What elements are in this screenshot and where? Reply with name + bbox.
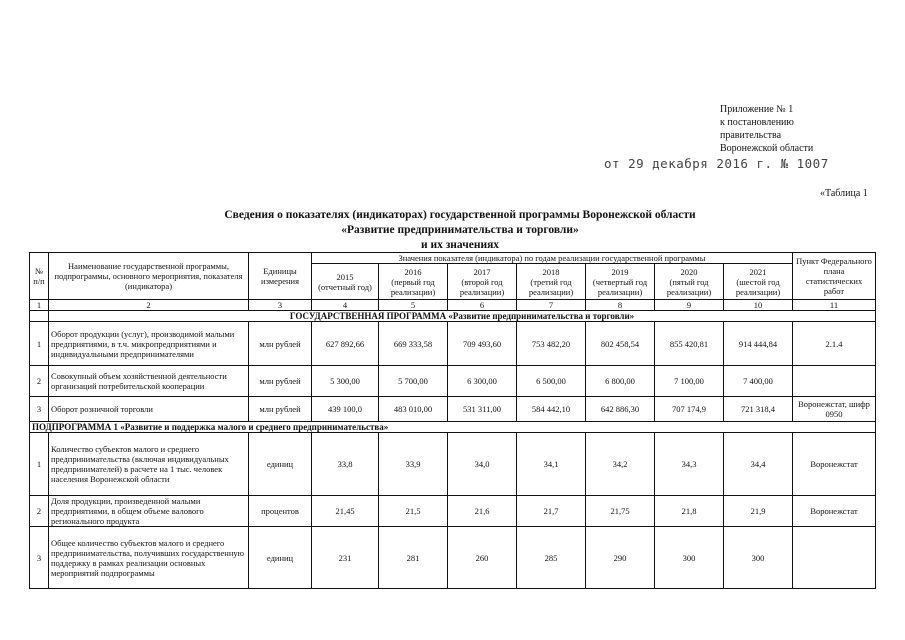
header-year-value: 2020: [680, 266, 698, 277]
header-year-value: 2015: [336, 271, 354, 282]
value-cell: 855 420,81: [655, 322, 724, 366]
header-year: [448, 264, 517, 300]
value-cell: 5 300,00: [312, 366, 379, 397]
value-cell: 300: [655, 527, 724, 589]
column-number: 9: [655, 300, 724, 311]
indicator-name: Общее количество субъектов малого и среднего предпринимательства, получивших государственную поддержку в рамках реализации основных мероприятий подпрограммы: [49, 527, 249, 589]
program-title: ГОСУДАРСТВЕННАЯ ПРОГРАММА «Развитие предпринимательства и торговли»: [49, 311, 876, 322]
value-cell: 231: [312, 527, 379, 589]
value-cell: 7 400,00: [724, 366, 793, 397]
document-title-line3: и их значениях: [420, 239, 500, 251]
row-number: 1: [30, 433, 49, 496]
value-cell: 6 300,00: [448, 366, 517, 397]
column-number: 10: [724, 300, 793, 311]
value-cell: 290: [586, 527, 655, 589]
value-cell: 285: [517, 527, 586, 589]
indicator-name: Совокупный объем хозяйственной деятельности организаций потребительской кооперации: [49, 366, 249, 397]
value-cell: 21,8: [655, 496, 724, 527]
value-cell: 5 700,00: [379, 366, 448, 397]
unit-cell: единиц: [249, 527, 312, 589]
appendix-line: правительства: [720, 130, 782, 141]
header-year: [586, 264, 655, 300]
column-number: 11: [793, 300, 876, 311]
value-cell: 914 444,84: [724, 322, 793, 366]
value-cell: 34,0: [448, 433, 517, 496]
value-cell: 6 800,00: [586, 366, 655, 397]
value-cell: 34,3: [655, 433, 724, 496]
value-cell: 802 458,54: [586, 322, 655, 366]
header-unit: Единицы измерения: [249, 253, 312, 300]
column-number: 8: [586, 300, 655, 311]
column-number: 7: [517, 300, 586, 311]
unit-cell: единиц: [249, 433, 312, 496]
value-cell: 721 318,4: [724, 397, 793, 422]
unit-cell: процентов: [249, 496, 312, 527]
header-year-note: (шестой год реализации): [735, 276, 781, 297]
value-cell: 7 100,00: [655, 366, 724, 397]
subprogram-title-row: [30, 422, 876, 433]
column-number: 6: [448, 300, 517, 311]
header-year-note: (первый год реализации): [390, 276, 436, 297]
column-number: 3: [249, 300, 312, 311]
table-row: [30, 527, 876, 589]
column-number: 1: [30, 300, 49, 311]
value-cell: 669 333,58: [379, 322, 448, 366]
header-year-note: (четвертый год реализации): [592, 276, 648, 297]
header-year-note: (третий год реализации): [528, 276, 574, 297]
header-year: [517, 264, 586, 300]
header-fed-plan: Пункт Федерального плана статистических работ: [793, 253, 876, 300]
fed-plan-cell: [793, 527, 876, 589]
indicator-name: Оборот розничной торговли: [49, 397, 249, 422]
value-cell: 707 174,9: [655, 397, 724, 422]
value-cell: 34,1: [517, 433, 586, 496]
fed-plan-cell: [793, 366, 876, 397]
unit-cell: млн рублей: [249, 397, 312, 422]
appendix-line: к постановлению: [720, 117, 794, 128]
unit-cell: млн рублей: [249, 366, 312, 397]
fed-plan-cell: Воронежстат: [793, 433, 876, 496]
indicator-name: Количество субъектов малого и среднего предпринимательства (включая индивидуальных предпринимателей) в расчете на 1 тыс. человек населения Воронежской области: [49, 433, 249, 496]
row-number: 1: [30, 322, 49, 366]
value-cell: 34,4: [724, 433, 793, 496]
subprogram-title: ПОДПРОГРАММА 1 «Развитие и поддержка малого и среднего предпринимательства»: [30, 422, 876, 433]
table-row: [30, 433, 876, 496]
row-number: 3: [30, 397, 49, 422]
header-year-value: 2018: [542, 266, 560, 277]
indicator-name: Оборот продукции (услуг), производимой малыми предприятиями, в т.ч. микропредприятиями и индивидуальными предпринимателями: [49, 322, 249, 366]
header-year-value: 2019: [611, 266, 629, 277]
header-year-note: (отчетный год): [318, 281, 372, 292]
value-cell: 21,6: [448, 496, 517, 527]
row-number: 3: [30, 527, 49, 589]
value-cell: 21,45: [312, 496, 379, 527]
value-cell: 34,2: [586, 433, 655, 496]
value-cell: 260: [448, 527, 517, 589]
header-name: Наименование государственной программы, подпрограммы, основного мероприятия, показателя (индикатора): [49, 253, 249, 300]
value-cell: 281: [379, 527, 448, 589]
header-year: [312, 264, 379, 300]
header-year-value: 2016: [404, 266, 422, 277]
value-cell: 584 442,10: [517, 397, 586, 422]
appendix-block: [720, 103, 813, 155]
header-num: № п/п: [30, 253, 49, 300]
header-year: [379, 264, 448, 300]
column-numbers-row: [30, 300, 876, 311]
header-row: [30, 253, 876, 264]
value-cell: 33,9: [379, 433, 448, 496]
appendix-line: Воронежской области: [720, 143, 814, 154]
value-cell: 21,5: [379, 496, 448, 527]
unit-cell: млн рублей: [249, 322, 312, 366]
column-number: 2: [49, 300, 249, 311]
value-cell: 531 311,00: [448, 397, 517, 422]
program-title-row: [30, 311, 876, 322]
header-year: [655, 264, 724, 300]
empty-cell: [30, 311, 49, 322]
row-number: 2: [30, 366, 49, 397]
value-cell: 33,8: [312, 433, 379, 496]
value-cell: 483 010,00: [379, 397, 448, 422]
header-year-value: 2021: [749, 266, 767, 277]
header-year-note: (второй год реализации): [459, 276, 505, 297]
table-row: [30, 366, 876, 397]
fed-plan-cell: 2.1.4: [793, 322, 876, 366]
table-row: [30, 397, 876, 422]
fed-plan-cell: Воронежстат, шифр 0950: [793, 397, 876, 422]
value-cell: 300: [724, 527, 793, 589]
date-stamp: от 29 декабря 2016 г. № 1007: [604, 156, 829, 171]
value-cell: 21,9: [724, 496, 793, 527]
value-cell: 21,7: [517, 496, 586, 527]
column-number: 4: [312, 300, 379, 311]
appendix-line: Приложение № 1: [720, 104, 794, 115]
value-cell: 627 892,66: [312, 322, 379, 366]
document-title-line1: Сведения о показателях (индикаторах) государственной программы Воронежской области: [224, 209, 696, 221]
value-cell: 21,75: [586, 496, 655, 527]
value-cell: 439 100,0: [312, 397, 379, 422]
table-label: «Таблица 1: [820, 188, 868, 199]
value-cell: 709 493,60: [448, 322, 517, 366]
table-row: [30, 496, 876, 527]
header-year-value: 2017: [473, 266, 491, 277]
header-values-group: Значения показателя (индикатора) по годам реализации государственной программы: [312, 253, 793, 264]
table-body: [30, 253, 876, 589]
document-title-line2: «Развитие предпринимательства и торговли»: [341, 224, 579, 236]
value-cell: 6 500,00: [517, 366, 586, 397]
header-year: [724, 264, 793, 300]
header-year-note: (пятый год реализации): [666, 276, 712, 297]
column-number: 5: [379, 300, 448, 311]
indicators-table: [29, 252, 876, 589]
row-number: 2: [30, 496, 49, 527]
value-cell: 753 482,20: [517, 322, 586, 366]
table-row: [30, 322, 876, 366]
fed-plan-cell: Воронежстат: [793, 496, 876, 527]
value-cell: 642 886,30: [586, 397, 655, 422]
indicator-name: Доля продукции, произведенной малыми предприятиями, в общем объеме валового регионального продукта: [49, 496, 249, 527]
